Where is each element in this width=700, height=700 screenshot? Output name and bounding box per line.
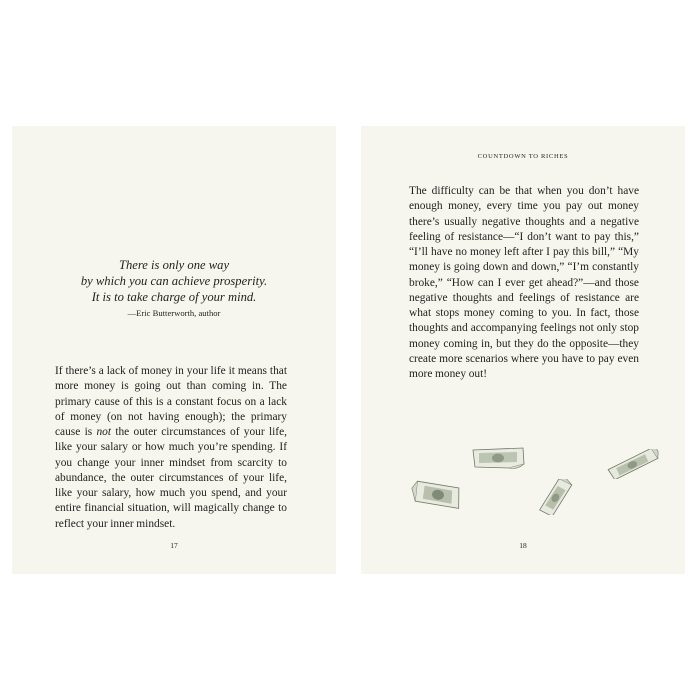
page-number: 17 [170, 541, 178, 550]
page-number: 18 [519, 541, 527, 550]
right-page [361, 126, 685, 574]
dollar-bill-icon [469, 446, 527, 470]
quote-line-1: There is only one way [118, 258, 230, 272]
quote-line-3: It is to take charge of your mind. [91, 290, 257, 304]
quote-line-2: by which you can achieve prosperity. [80, 274, 268, 288]
body-text-part-1: If there’s a lack of money in your life it means that more money is going out than coming in. The primary cause of this is a constant focus on a lack of money (on not having enough); the primary cause is [55, 365, 287, 438]
dollar-bill-icon [533, 479, 579, 515]
body-emphasis: not [96, 426, 112, 438]
dollar-bill-icon [604, 449, 662, 479]
dollar-bill-icon [409, 478, 469, 512]
quote-attribution: —Eric Butterworth, author [127, 308, 221, 318]
running-head: COUNTDOWN TO RICHES [477, 153, 569, 160]
body-paragraph: The difficulty can be that when you don’t have enough money, every time you pay out money there’s usually negative thoughts and a negative feeling of resistance—“I don’t want to pay this,” “I’ll have no money left after I pay this bill,” “My money is going down and down,” “I’m constantly broke,” “How can I ever get ahead?”—and those negative thoughts and feelings of resistance are what stops money coming to you. In fact, those thoughts and accompanying feelings not only stop money coming in, but they do the opposite—they create more scenarios where you have to pay even more money out! [409, 185, 639, 380]
body-paragraph [55, 364, 287, 532]
body-text-part-2: the outer circumstances of your life, like your salary or how much you’re spending. If you change your inner mindset from scarcity to abundance, the outer circumstances of your life, like your salary, how much you spend, and your entire financial situation, will magically change to reflect your inner mindset. [55, 426, 287, 530]
epigraph-quote [12, 257, 336, 318]
left-page [12, 126, 336, 574]
